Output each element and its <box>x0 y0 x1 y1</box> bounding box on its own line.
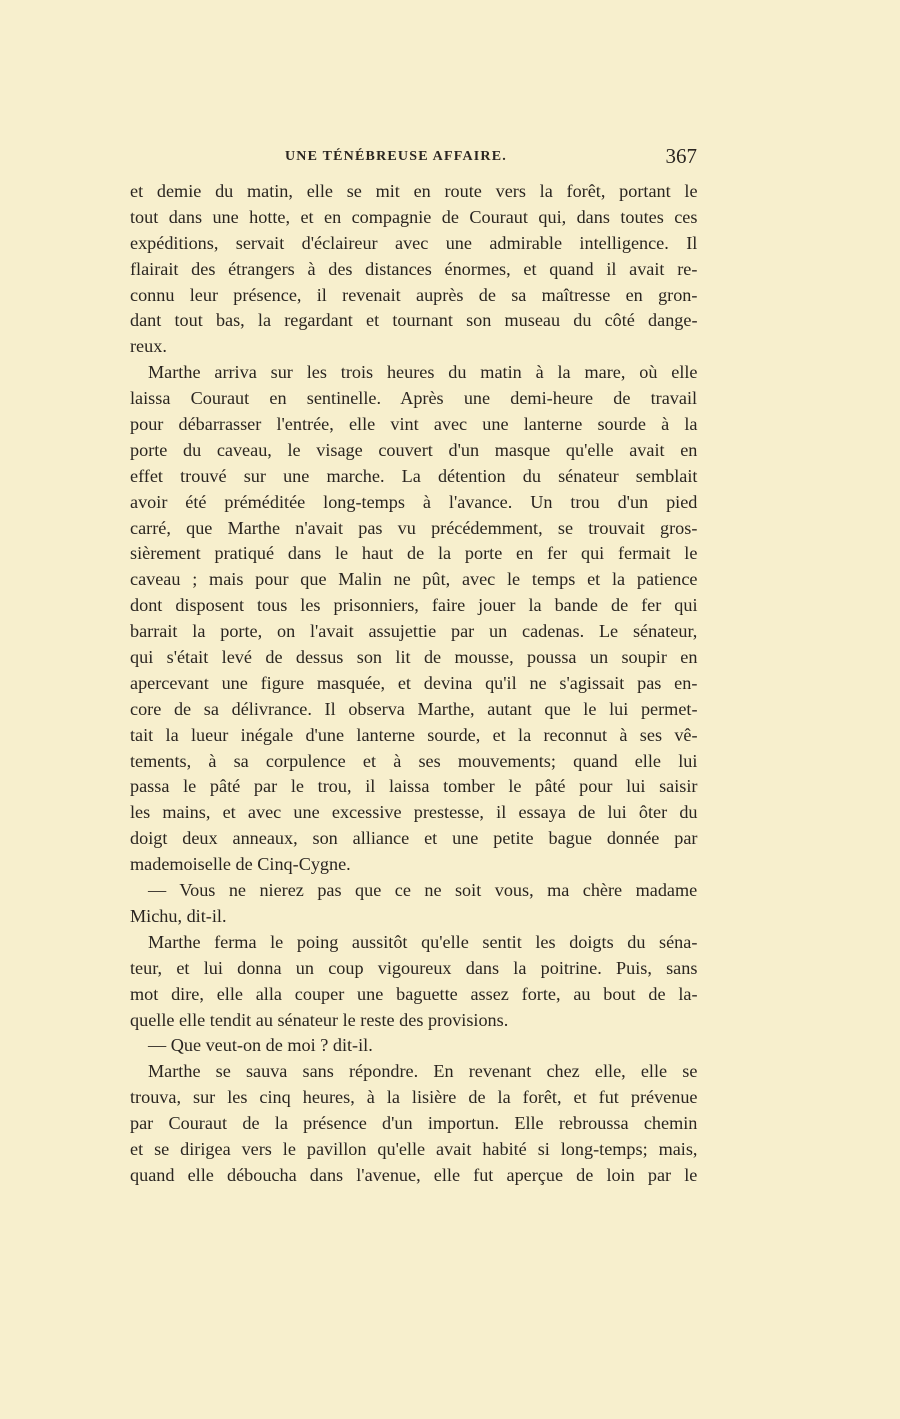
text-line: Marthe se sauva sans répondre. En revenant chez elle, elle se <box>148 1061 698 1082</box>
text-line: pour débarrasser l'entrée, elle vint avec une lanterne sourde à la <box>130 414 698 435</box>
text-line: teur, et lui donna un coup vigoureux dans la poitrine. Puis, sans <box>130 957 698 978</box>
text-line: porte du caveau, le visage couvert d'un masque qu'elle avait en <box>130 439 698 460</box>
text-line: apercevant une figure masquée, et devina qu'il ne s'agissait pas en- <box>130 672 698 693</box>
text-line: tait la lueur inégale d'une lanterne sourde, et la reconnut à ses vê- <box>130 724 698 745</box>
page-number: 367 <box>665 144 697 168</box>
text-line: — Vous ne nierez pas que ce ne soit vous, ma chère madame <box>148 880 698 901</box>
text-line: sièrement pratiqué dans le haut de la porte en fer qui fermait le <box>130 543 698 564</box>
text-line: — Que veut-on de moi ? dit-il. <box>148 1035 373 1056</box>
text-line: effet trouvé sur une marche. La détention du sénateur semblait <box>130 465 698 486</box>
text-line: qui s'était levé de dessus son lit de mousse, poussa un soupir en <box>130 647 698 668</box>
text-line: caveau ; mais pour que Malin ne pût, avec le temps et la patience <box>130 569 698 590</box>
text-line: quand elle déboucha dans l'avenue, elle fut aperçue de loin par le <box>130 1164 698 1185</box>
text-line: dant tout bas, la regardant et tournant son museau du côté dange- <box>130 310 698 331</box>
text-line: mot dire, elle alla couper une baguette assez forte, au bout de la- <box>130 983 698 1004</box>
text-line: trouva, sur les cinq heures, à la lisière de la forêt, et fut prévenue <box>130 1087 698 1108</box>
running-header <box>130 146 697 172</box>
text-line: avoir été préméditée long-temps à l'avance. Un trou d'un pied <box>130 491 698 512</box>
text-line: laissa Couraut en sentinelle. Après une demi-heure de travail <box>130 388 698 409</box>
text-line: barrait la porte, on l'avait assujettie par un cadenas. Le sénateur, <box>130 621 698 642</box>
running-title: UNE TÉNÉBREUSE AFFAIRE. <box>285 149 507 164</box>
text-line: flairait des étrangers à des distances énormes, et quand il avait re- <box>130 258 698 279</box>
text-line: tout dans une hotte, et en compagnie de Couraut qui, dans toutes ces <box>130 206 698 227</box>
text-line: carré, que Marthe n'avait pas vu précédemment, se trouvait gros- <box>130 517 698 538</box>
text-line: et demie du matin, elle se mit en route vers la forêt, portant le <box>130 181 698 201</box>
text-line: expéditions, servait d'éclaireur avec une admirable intelligence. Il <box>130 232 698 253</box>
text-line: quelle elle tendit au sénateur le reste des provisions. <box>130 1009 509 1030</box>
text-line: core de sa délivrance. Il observa Marthe, autant que le lui permet- <box>130 698 698 719</box>
body-text <box>130 179 697 1189</box>
text-line: doigt deux anneaux, son alliance et une petite bague donnée par <box>130 828 698 849</box>
text-line: et se dirigea vers le pavillon qu'elle avait habité si long-temps; mais, <box>130 1138 698 1159</box>
text-line: passa le pâté par le trou, il laissa tomber le pâté pour lui saisir <box>130 776 698 797</box>
text-line: Marthe arriva sur les trois heures du matin à la mare, où elle <box>148 362 698 383</box>
text-line: mademoiselle de Cinq-Cygne. <box>130 854 351 875</box>
text-line: Marthe ferma le poing aussitôt qu'elle sentit les doigts du séna- <box>148 931 698 952</box>
text-line: tements, à sa corpulence et à ses mouvements; quand elle lui <box>130 750 698 771</box>
text-line: les mains, et avec une excessive prestesse, il essaya de lui ôter du <box>130 802 698 823</box>
text-line: par Couraut de la présence d'un importun. Elle rebroussa chemin <box>130 1113 698 1134</box>
text-line: Michu, dit-il. <box>130 905 227 926</box>
text-line: reux. <box>130 336 167 357</box>
text-line: connu leur présence, il revenait auprès de sa maîtresse en gron- <box>130 284 698 305</box>
text-line: dont disposent tous les prisonniers, faire jouer la bande de fer qui <box>130 595 698 616</box>
